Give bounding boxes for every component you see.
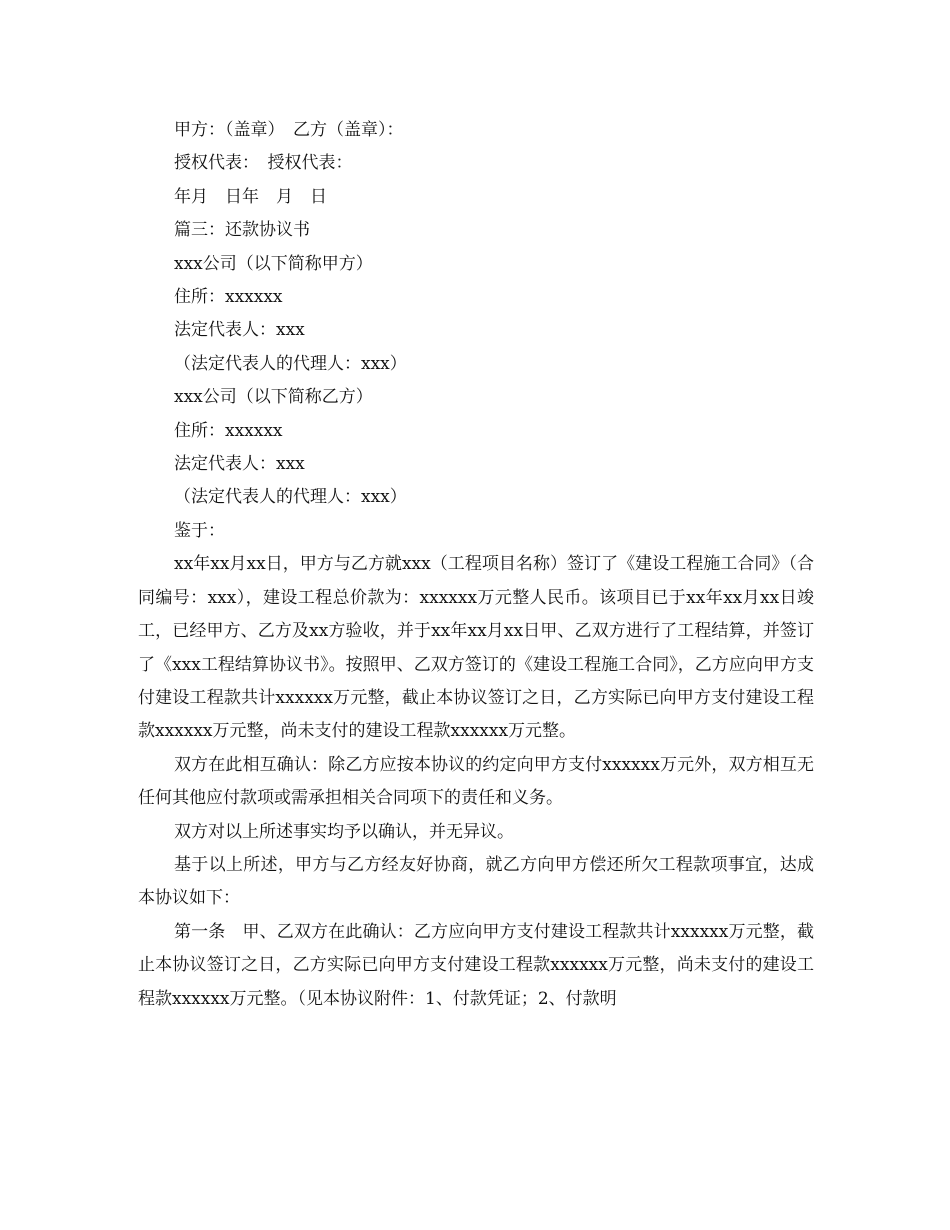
party-b-address: 住所：xxxxxx [174, 420, 283, 441]
document-body [138, 114, 814, 1016]
mutual-confirmation-paragraph: 双方在此相互确认：除乙方应按本协议的约定向甲方支付xxxxxx万元外，双方相互无任何其他应付款项或需承担相关合同项下的责任和义务。 [138, 754, 814, 809]
party-a-address: 住所：xxxxxx [174, 287, 283, 308]
signature-line-parties: 甲方：（盖章） 乙方（盖章）： [174, 120, 404, 140]
section-title: 篇三：还款协议书 [174, 220, 310, 241]
party-b-agent: （法定代表人的代理人：xxx） [174, 487, 407, 508]
article-one-paragraph: 第一条 甲、乙双方在此确认：乙方应向甲方支付建设工程款共计xxxxxx万元整，截止本协议签订之日，乙方实际已向甲方支付建设工程款xxxxxx万元整，尚未支付的建设工程款xxxxxx万元整。（见本协议附件：1、付款凭证；2、付款明 [138, 921, 814, 1009]
no-objection-paragraph: 双方对以上所述事实均予以确认，并无异议。 [174, 821, 514, 842]
party-a-legal-representative: 法定代表人：xxx [174, 320, 305, 341]
party-b-legal-representative: 法定代表人：xxx [174, 454, 305, 475]
party-a-agent: （法定代表人的代理人：xxx） [174, 353, 407, 374]
signature-line-representatives: 授权代表： 授权代表： [174, 153, 353, 174]
signature-line-date: 年月 日年 月 日 [174, 186, 327, 207]
whereas-heading: 鉴于： [174, 520, 225, 541]
background-paragraph: xx年xx月xx日，甲方与乙方就xxx（工程项目名称）签订了《建设工程施工合同》（合同编号：xxx），建设工程总价款为：xxxxxx万元整人民币。该项目已于xx年xx月xx日竣工，已经甲方、乙方及xx方验收，并于xx年xx月xx日甲、乙双方进行了工程结算，并签订了《xxx工程结算协议书》。按照甲、乙双方签订的《建设工程施工合同》，乙方应向甲方支付建设工程款共计xxxxxx万元整，截止本协议签订之日，乙方实际已向甲方支付建设工程款xxxxxx万元整，尚未支付的建设工程款xxxxxx万元整。 [138, 554, 814, 742]
party-a-name: xxx公司（以下简称甲方） [174, 253, 373, 274]
party-b-name: xxx公司（以下简称乙方） [174, 387, 373, 408]
agreement-intro-paragraph: 基于以上所述，甲方与乙方经友好协商，就乙方向甲方偿还所欠工程款项事宜，达成本协议如下： [138, 854, 814, 909]
